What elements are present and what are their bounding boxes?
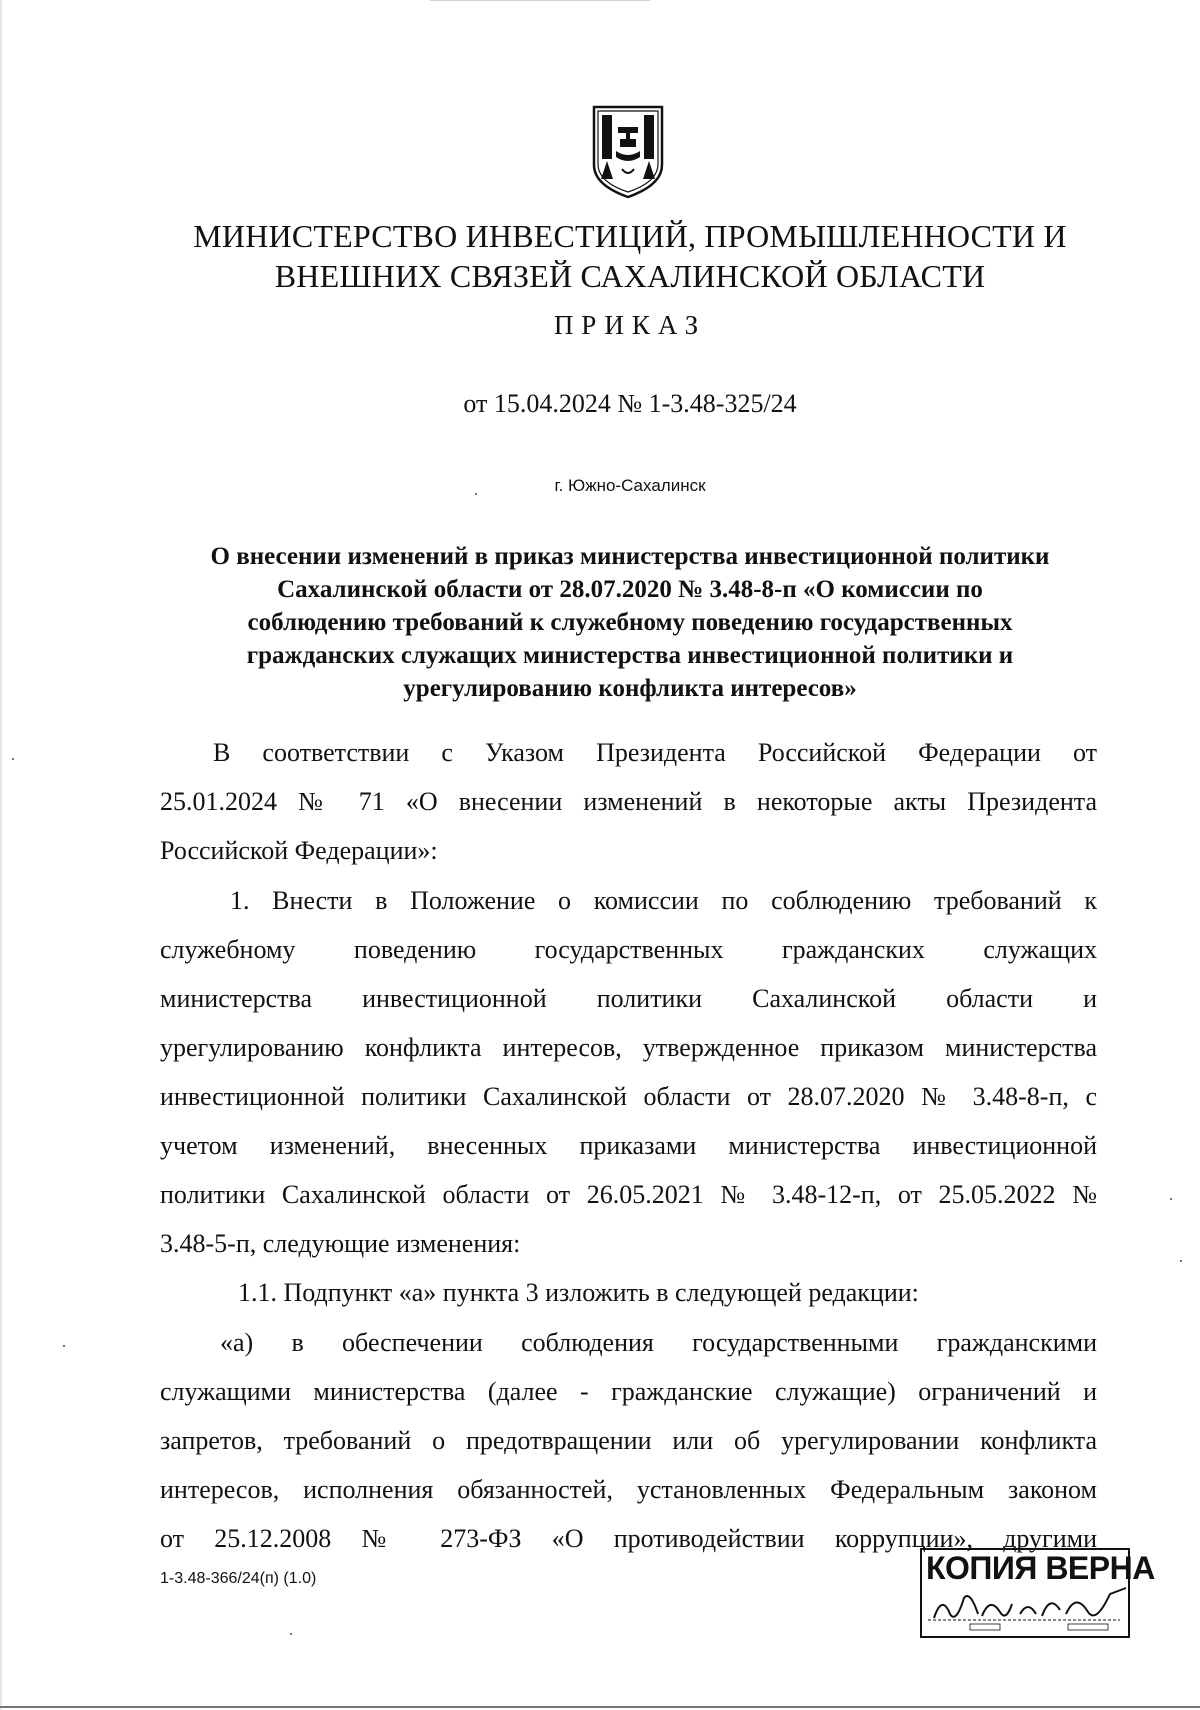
title-line: гражданских служащих министерства инвестиционной политики и: [246, 642, 1014, 669]
body-line: служебному поведению государственных гражданских служащих: [160, 935, 1097, 964]
body-line: инвестиционной политики Сахалинской области от 28.07.2020 № 3.48-8-п, с: [160, 1082, 1097, 1111]
title-line: Сахалинской области от 28.07.2020 № 3.48-8-п «О комиссии по: [277, 576, 983, 603]
document-date-number: от 15.04.2024 № 1-3.48-325/24: [463, 389, 797, 418]
ministry-name-line2: ВНЕШНИХ СВЯЗЕЙ САХАЛИНСКОЙ ОБЛАСТИ: [274, 258, 986, 294]
title-line: соблюдению требований к служебному поведению государственных: [247, 609, 1013, 636]
handwritten-signature-icon: [920, 1584, 1132, 1634]
body-line: запретов, требований о предотвращении или об урегулировании конфликта: [160, 1426, 1097, 1455]
body-line: министерства инвестиционной политики Сахалинской области и: [160, 984, 1097, 1013]
document-title: [160, 540, 1100, 705]
scan-speck: [63, 1345, 65, 1347]
body-line: учетом изменений, внесенных приказами министерства инвестиционной: [160, 1131, 1097, 1160]
scan-speck: [475, 493, 477, 495]
body-line: интересов, исполнения обязанностей, установленных Федеральным законом: [160, 1475, 1097, 1504]
title-line: О внесении изменений в приказ министерства инвестиционной политики: [210, 543, 1050, 570]
body-line: Российской Федерации»:: [160, 836, 438, 865]
body-line: от 25.12.2008 № 273-ФЗ «О противодействии коррупции», другими: [160, 1524, 1097, 1553]
document-type: ПРИКАЗ: [553, 310, 707, 340]
document-city: г. Южно-Сахалинск: [554, 476, 706, 495]
stamp-title: КОПИЯ ВЕРНА: [926, 1550, 1155, 1586]
scan-speck: [12, 758, 14, 760]
coat-of-arms-icon: [588, 103, 668, 199]
body-line: политики Сахалинской области от 26.05.2021 № 3.48-12-п, от 25.05.2022 №: [160, 1180, 1097, 1209]
scan-speck: [290, 1633, 292, 1635]
body-line: 25.01.2024 № 71 «О внесении изменений в некоторые акты Президента: [160, 787, 1097, 816]
scan-speck: [1170, 1198, 1172, 1200]
document-code: 1-3.48-366/24(п) (1.0): [160, 1570, 317, 1587]
body-line: 1.1. Подпункт «а» пункта 3 изложить в следующей редакции:: [238, 1278, 919, 1307]
bottom-rule: [0, 1706, 1200, 1708]
body-line: урегулированию конфликта интересов, утвержденное приказом министерства: [160, 1033, 1097, 1062]
body-line: 1. Внести в Положение о комиссии по соблюдению требований к: [230, 886, 1097, 915]
scan-speck: [1180, 1260, 1182, 1262]
top-rule: [430, 0, 650, 1]
title-line: урегулированию конфликта интересов»: [403, 675, 857, 702]
body-line: 3.48-5-п, следующие изменения:: [160, 1229, 521, 1258]
body-line: «а) в обеспечении соблюдения государственными гражданскими: [220, 1328, 1097, 1357]
body-line: В соответствии с Указом Президента Российской Федерации от: [213, 738, 1097, 767]
body-line: служащими министерства (далее - гражданские служащие) ограничений и: [160, 1377, 1097, 1406]
ministry-name-line1: МИНИСТЕРСТВО ИНВЕСТИЦИЙ, ПРОМЫШЛЕННОСТИ И: [193, 218, 1067, 254]
copy-certified-stamp: [920, 1548, 1155, 1636]
